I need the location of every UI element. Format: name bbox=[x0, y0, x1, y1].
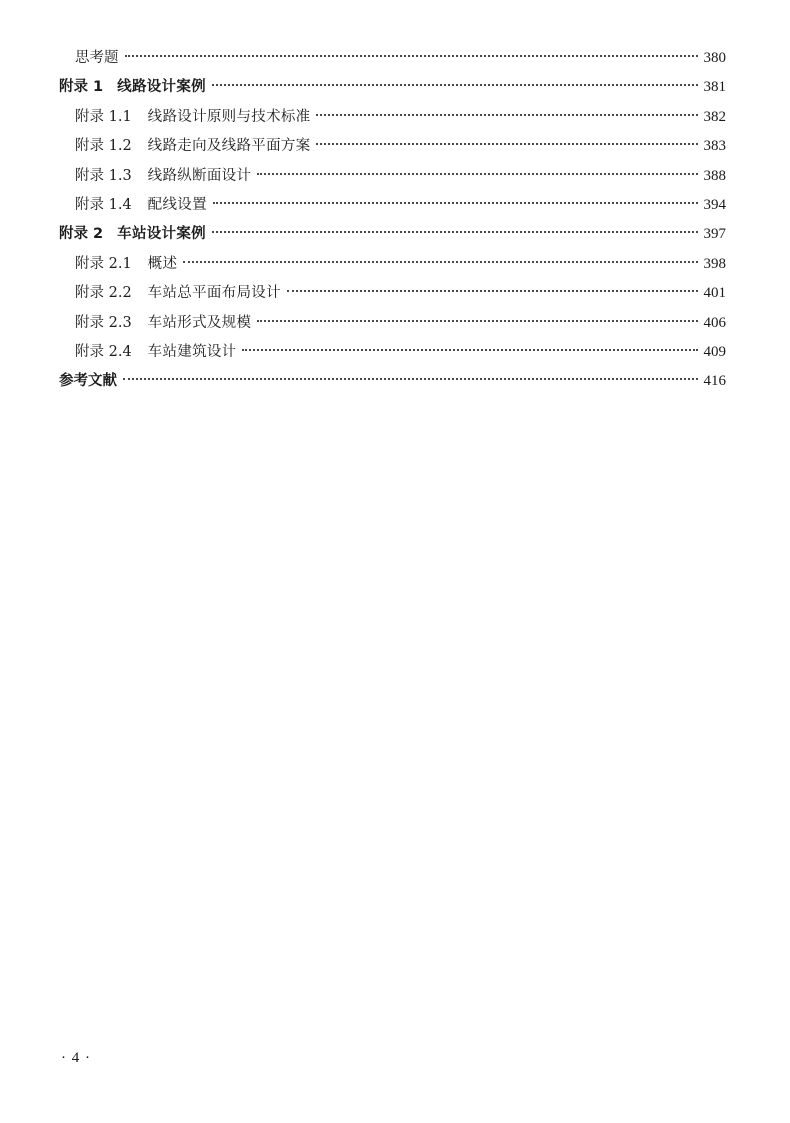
toc-entry-title: 车站建筑设计 bbox=[147, 343, 237, 360]
toc-entry-title: 线路设计原则与技术标准 bbox=[147, 108, 311, 125]
toc-entry-label: 附录 1.2 bbox=[75, 138, 132, 155]
toc-entry[interactable] bbox=[59, 279, 726, 308]
dot-leader bbox=[213, 202, 698, 204]
toc-entry-label: 附录 1.1 bbox=[75, 108, 132, 125]
dot-leader bbox=[316, 143, 697, 145]
dot-leader bbox=[212, 231, 698, 233]
toc-entry[interactable] bbox=[59, 132, 726, 161]
dot-leader bbox=[257, 173, 697, 175]
toc-entry-title: 线路纵断面设计 bbox=[147, 167, 252, 184]
toc-entry-title: 概述 bbox=[147, 255, 178, 272]
toc-entry-label: 思考题 bbox=[75, 50, 119, 66]
toc-entry-label: 附录 2.1 bbox=[75, 255, 132, 272]
toc-entry-page: 382 bbox=[703, 108, 726, 125]
toc-entry-page: 394 bbox=[703, 196, 726, 213]
dot-leader bbox=[316, 114, 697, 116]
table-of-contents bbox=[59, 44, 726, 397]
toc-entry[interactable] bbox=[59, 162, 726, 191]
toc-entry-label: 附录 1 bbox=[59, 79, 104, 96]
toc-entry-label: 附录 1.4 bbox=[75, 196, 132, 213]
toc-entry-title: 车站形式及规模 bbox=[147, 314, 252, 331]
toc-entry-page: 388 bbox=[703, 167, 726, 184]
toc-entry[interactable] bbox=[59, 103, 726, 132]
page-number: · 4 · bbox=[61, 1050, 91, 1066]
toc-entry-page: 409 bbox=[703, 343, 726, 360]
toc-entry-page: 398 bbox=[703, 255, 726, 272]
dot-leader bbox=[287, 290, 698, 292]
toc-entry[interactable] bbox=[59, 191, 726, 220]
dot-leader bbox=[212, 84, 698, 86]
toc-entry-label: 附录 2.3 bbox=[75, 314, 132, 331]
toc-entry[interactable] bbox=[59, 338, 726, 367]
toc-entry[interactable] bbox=[59, 367, 726, 396]
dot-leader bbox=[125, 55, 698, 57]
toc-entry[interactable] bbox=[59, 220, 726, 249]
toc-entry-page: 401 bbox=[703, 285, 726, 302]
dot-leader bbox=[123, 378, 698, 380]
toc-entry-title: 车站设计案例 bbox=[117, 226, 206, 243]
toc-entry-label: 参考文献 bbox=[59, 373, 117, 390]
toc-entry-label: 附录 2.2 bbox=[75, 285, 132, 302]
toc-entry[interactable] bbox=[59, 250, 726, 279]
dot-leader bbox=[183, 261, 697, 263]
toc-entry-label: 附录 2.4 bbox=[75, 343, 132, 360]
toc-entry-page: 380 bbox=[703, 50, 726, 66]
toc-entry-page: 397 bbox=[703, 226, 726, 243]
toc-entry-page: 406 bbox=[703, 314, 726, 331]
toc-entry-title: 线路设计案例 bbox=[117, 79, 206, 96]
dot-leader bbox=[257, 320, 697, 322]
toc-entry-title: 车站总平面布局设计 bbox=[147, 285, 281, 302]
toc-entry[interactable] bbox=[59, 44, 726, 73]
toc-entry-label: 附录 1.3 bbox=[75, 167, 132, 184]
toc-entry-page: 383 bbox=[703, 138, 726, 155]
toc-entry-label: 附录 2 bbox=[59, 226, 104, 243]
toc-entry[interactable] bbox=[59, 73, 726, 102]
toc-entry[interactable] bbox=[59, 309, 726, 338]
toc-entry-page: 381 bbox=[703, 79, 726, 96]
toc-entry-page: 416 bbox=[703, 373, 726, 390]
toc-entry-title: 线路走向及线路平面方案 bbox=[147, 138, 311, 155]
toc-entry-title: 配线设置 bbox=[147, 196, 207, 213]
dot-leader bbox=[242, 349, 697, 351]
